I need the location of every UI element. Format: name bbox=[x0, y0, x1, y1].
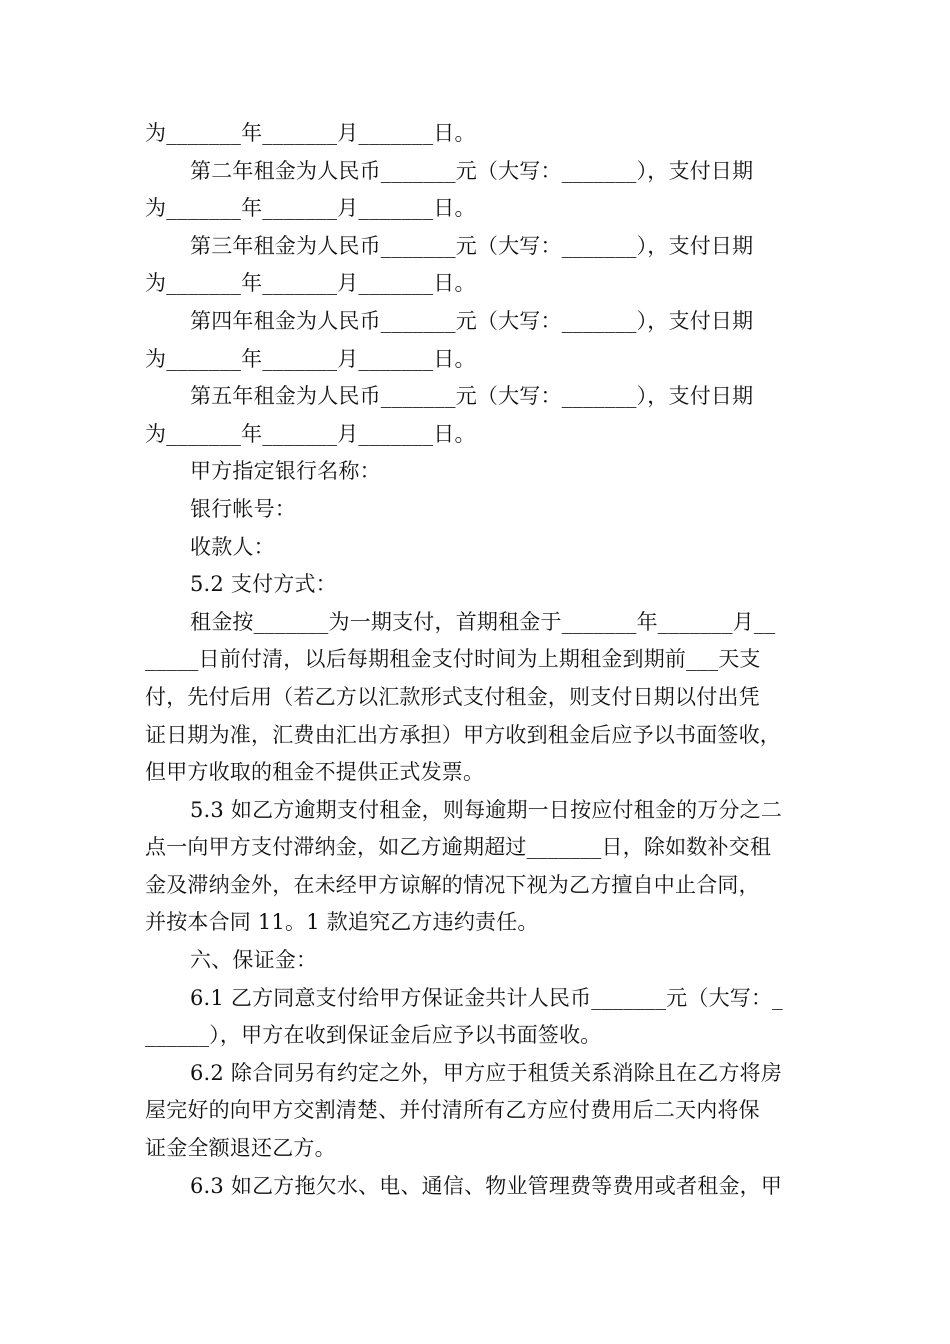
text-line: 为_______年_______月_______日。 bbox=[145, 271, 476, 296]
text-line: 第三年租金为人民币_______元（大写：_______），支付日期 bbox=[190, 233, 754, 258]
section-heading: 5.2 支付方式： bbox=[190, 572, 337, 597]
section-heading: 六、保证金： bbox=[190, 948, 318, 973]
text-line: 付，先付后用（若乙方以汇款形式支付租金，则支付日期以付出凭 bbox=[145, 684, 760, 709]
text-line: 银行帐号： bbox=[190, 496, 296, 521]
text-line: 6.3 如乙方拖欠水、电、通信、物业管理费等费用或者租金，甲 bbox=[190, 1173, 783, 1198]
text-line: 为_______年_______月_______日。 bbox=[145, 421, 476, 446]
text-line: 6.2 除合同另有约定之外，甲方应于租赁关系消除且在乙方将房 bbox=[190, 1060, 783, 1085]
text-line: 证日期为准，汇费由汇出方承担）甲方收到租金后应予以书面签收， bbox=[145, 722, 781, 747]
text-line: 6.1 乙方同意支付给甲方保证金共计人民币_______元（大写：_ bbox=[190, 985, 783, 1010]
text-line: 第四年租金为人民币_______元（大写：_______），支付日期 bbox=[190, 308, 754, 333]
text-line: 5.3 如乙方逾期支付租金，则每逾期一日按应付租金的万分之二 bbox=[190, 797, 783, 822]
document-body bbox=[145, 115, 820, 1205]
text-line: ______），甲方在收到保证金后应予以书面签收。 bbox=[145, 1023, 602, 1048]
text-line: 第五年租金为人民币_______元（大写：_______），支付日期 bbox=[190, 384, 754, 409]
text-line: 屋完好的向甲方交割清楚、并付清所有乙方应付费用后二天内将保 bbox=[145, 1098, 760, 1123]
text-line: _____日前付清，以后每期租金支付时间为上期租金到期前___天支 bbox=[145, 647, 761, 672]
text-line: 租金按_______为一期支付，首期租金于_______年_______月__ bbox=[190, 609, 776, 634]
text-line: 甲方指定银行名称： bbox=[190, 459, 381, 484]
text-line: 收款人： bbox=[190, 534, 275, 559]
text-line: 证金全额退还乙方。 bbox=[145, 1136, 336, 1161]
text-line: 点一向甲方支付滞纳金，如乙方逾期超过_______日，除如数补交租 bbox=[145, 835, 772, 860]
text-line: 为_______年_______月_______日。 bbox=[145, 346, 476, 371]
text-line: 为_______年_______月_______日。 bbox=[145, 121, 476, 145]
text-line: 第二年租金为人民币_______元（大写：_______），支付日期 bbox=[190, 158, 754, 183]
text-line: 金及滞纳金外，在未经甲方谅解的情况下视为乙方擅自中止合同， bbox=[145, 872, 760, 897]
text-line: 为_______年_______月_______日。 bbox=[145, 196, 476, 221]
text-line: 并按本合同 11。1 款追究乙方违约责任。 bbox=[145, 910, 539, 935]
text-line: 但甲方收取的租金不提供正式发票。 bbox=[145, 760, 485, 785]
